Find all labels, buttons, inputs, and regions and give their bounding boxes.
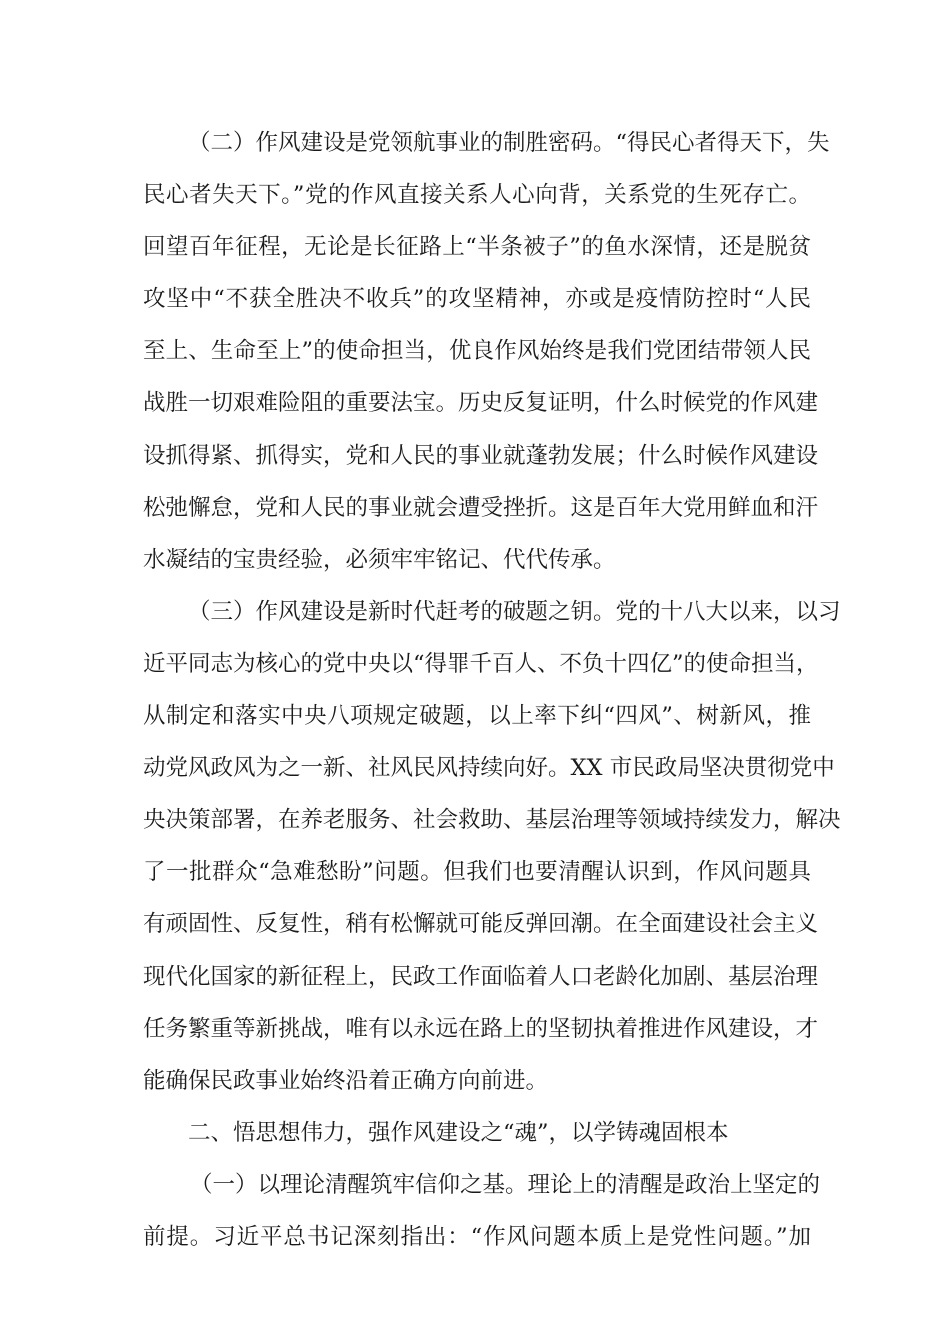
document-body — [143, 117, 841, 1263]
paragraph-2-line-6: 战胜一切艰难险阻的重要法宝。历史反复证明，什么时候党的作风建 — [143, 390, 819, 417]
paragraph-3-line-3: 从制定和落实中央八项规定破题，以上率下纠“四风”、树新风，推 — [143, 703, 811, 730]
paragraph-3-line-1: （三）作风建设是新时代赶考的破题之钥。党的十八大以来，以习 — [188, 598, 841, 625]
paragraph-3-line-9: 任务繁重等新挑战，唯有以永远在路上的坚韧执着推进作风建设，才 — [143, 1015, 819, 1042]
paragraph-2-line-1: （二）作风建设是党领航事业的制胜密码。“得民心者得天下，失 — [188, 130, 830, 156]
paragraph-3-line-2: 近平同志为核心的党中央以“得罪千百人、不负十四亿”的使命担当， — [143, 650, 819, 677]
paragraph-3-line-6: 了一批群众“急难愁盼”问题。但我们也要清醒认识到，作风问题具 — [143, 859, 811, 886]
paragraph-2-line-9: 水凝结的宝贵经验，必须牢牢铭记、代代传承。 — [143, 546, 616, 573]
paragraph-3-line-5: 央决策部署，在养老服务、社会救助、基层治理等领域持续发力，解决 — [143, 807, 841, 834]
paragraph-2-line-4: 攻坚中“不获全胜决不收兵”的攻坚精神，亦或是疫情防控时“人民 — [143, 286, 811, 313]
paragraph-3-line-10: 能确保民政事业始终沿着正确方向前进。 — [143, 1067, 549, 1094]
section-heading: 二、悟思想伟力，强作风建设之“魂”，以学铸魂固根本 — [188, 1119, 729, 1146]
paragraph-2-line-3: 回望百年征程，无论是长征路上“半条被子”的鱼水深情，还是脱贫 — [143, 234, 811, 261]
paragraph-3-line-7: 有顽固性、反复性，稍有松懈就可能反弹回潮。在全面建设社会主义 — [143, 911, 819, 938]
paragraph-2-line-5: 至上、生命至上”的使命担当，优良作风始终是我们党团结带领人民 — [143, 338, 811, 365]
paragraph-4-line-2: 前提。习近平总书记深刻指出：“作风问题本质上是党性问题。”加 — [143, 1223, 811, 1250]
paragraph-3-line-8: 现代化国家的新征程上，民政工作面临着人口老龄化加剧、基层治理 — [143, 963, 819, 990]
paragraph-2-line-8: 松弛懈怠，党和人民的事业就会遭受挫折。这是百年大党用鲜血和汗 — [143, 494, 819, 521]
paragraph-3-line-4: 动党风政风为之一新、社风民风持续向好。XX 市民政局坚决贯彻党中 — [143, 755, 835, 782]
paragraph-2-line-7: 设抓得紧、抓得实，党和人民的事业就蓬勃发展；什么时候作风建设 — [143, 442, 819, 469]
paragraph-2-line-2: 民心者失天下。”党的作风直接关系人心向背，关系党的生死存亡。 — [143, 182, 811, 209]
paragraph-4-line-1: （一）以理论清醒筑牢信仰之基。理论上的清醒是政治上坚定的 — [190, 1171, 821, 1198]
